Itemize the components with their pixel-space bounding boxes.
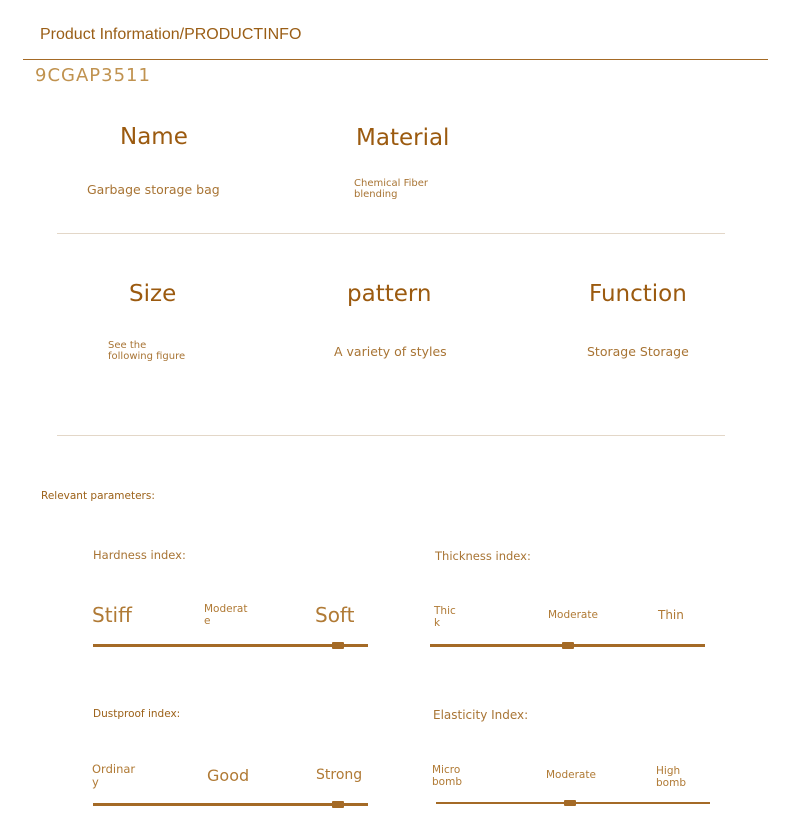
thickness-left-line1: Thic (434, 605, 456, 617)
elasticity-right-line1: High (656, 765, 681, 777)
size-heading: Size (129, 281, 177, 307)
thickness-label: Thickness index: (435, 549, 531, 563)
hardness-marker (332, 642, 344, 649)
name-heading: Name (120, 124, 188, 150)
hardness-left: Stiff (92, 603, 132, 627)
thickness-left (434, 605, 456, 629)
name-value: Garbage storage bag (87, 182, 220, 197)
elasticity-right-line2: bomb (656, 777, 686, 789)
header-divider (23, 59, 768, 60)
info-divider-1 (57, 233, 725, 234)
dustproof-label: Dustproof index: (93, 708, 181, 720)
material-value-line1: Chemical Fiber (354, 178, 428, 189)
size-value-line1: See the (108, 340, 147, 351)
elasticity-left-line2: bomb (432, 776, 462, 788)
hardness-middle-line2: e (204, 615, 211, 627)
material-value (354, 178, 428, 200)
material-heading: Material (356, 125, 450, 151)
size-value (108, 340, 185, 362)
hardness-label: Hardness index: (93, 548, 186, 562)
dustproof-marker (332, 801, 344, 808)
function-value: Storage Storage (587, 344, 689, 359)
thickness-right: Thin (658, 608, 684, 622)
pattern-value: A variety of styles (334, 344, 447, 359)
dustproof-track (93, 803, 368, 806)
info-divider-2 (57, 435, 725, 436)
pattern-heading: pattern (347, 281, 432, 307)
elasticity-left (432, 764, 462, 788)
hardness-middle (204, 603, 247, 627)
product-code: 9CGAP3511 (35, 65, 151, 86)
thickness-marker (562, 642, 574, 649)
material-value-line2: blending (354, 189, 398, 200)
dustproof-left-line2: y (92, 775, 99, 789)
hardness-track (93, 644, 368, 647)
function-heading: Function (589, 281, 687, 307)
elasticity-middle: Moderate (546, 769, 596, 781)
elasticity-left-line1: Micro (432, 764, 461, 776)
dustproof-right: Strong (316, 767, 363, 783)
size-value-line2: following figure (108, 351, 186, 362)
elasticity-marker (564, 800, 576, 806)
parameters-heading: Relevant parameters: (41, 490, 155, 502)
dustproof-middle: Good (207, 766, 250, 785)
page-title: Product Information/PRODUCTINFO (40, 26, 302, 43)
thickness-middle: Moderate (548, 609, 598, 621)
dustproof-left-line1: Ordinar (92, 762, 136, 776)
thickness-left-line2: k (434, 617, 441, 629)
dustproof-left (92, 763, 135, 789)
hardness-middle-line1: Moderat (204, 603, 248, 615)
elasticity-label: Elasticity Index: (433, 708, 529, 722)
elasticity-right (656, 765, 686, 789)
hardness-right: Soft (315, 603, 355, 627)
